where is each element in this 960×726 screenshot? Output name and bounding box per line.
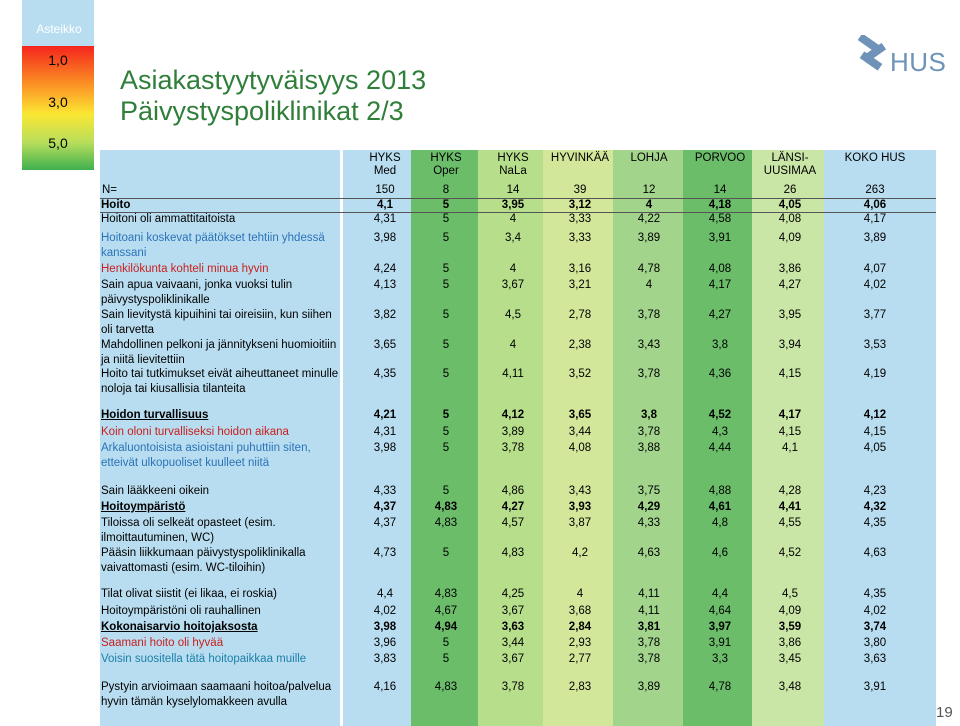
table-cell: 3,83	[373, 653, 397, 665]
table-cell: 5	[442, 426, 450, 438]
table-cell: 4,8	[712, 517, 728, 529]
table-cell: 4,73	[373, 547, 397, 559]
table-cell: 4,11	[638, 588, 660, 600]
table-cell: 5	[442, 309, 450, 321]
table-cell: 3,43	[637, 339, 661, 351]
table-cell: 3,74	[863, 621, 887, 633]
n-value: 8	[442, 184, 450, 196]
table-cell: 5	[442, 339, 450, 351]
table-cell: 3,67	[501, 653, 525, 665]
table-cell: 3,78	[637, 309, 661, 321]
table-cell: 4,23	[863, 485, 887, 497]
table-cell: 4,37	[373, 517, 397, 529]
table-cell: 4,27	[708, 309, 732, 321]
table-cell: 4,36	[708, 368, 732, 380]
table-cell: 4,21	[373, 409, 397, 421]
table-cell: 3,16	[568, 263, 592, 275]
table-cell: 4,6	[712, 547, 728, 559]
table-cell: 4,61	[708, 501, 732, 513]
title-line-1: Asiakastyytyväisyys 2013	[120, 65, 427, 95]
table-cell: 4,33	[637, 517, 661, 529]
table-cell: 3,12	[568, 199, 592, 211]
table-cell: 4,24	[373, 263, 397, 275]
n-value: 263	[865, 184, 885, 196]
table-cell: 2,78	[568, 309, 592, 321]
table-cell: 4	[509, 213, 517, 225]
table-cell: 4,52	[708, 409, 732, 421]
row-label: Tiloissa oli selkeät opasteet (esim. ilmoittautuminen, WC)	[101, 517, 276, 544]
table-cell: 4,83	[434, 681, 458, 693]
row-divider	[100, 198, 936, 199]
table-cell: 4,08	[778, 213, 802, 225]
table-cell: 5	[442, 213, 450, 225]
table-cell: 3,52	[568, 368, 592, 380]
column-header: KOKO HUS	[844, 152, 906, 164]
table-cell: 3,86	[778, 263, 802, 275]
table-cell: 3,48	[778, 681, 802, 693]
legend-value-high: 5,0	[48, 135, 68, 151]
table-cell: 3,45	[778, 653, 802, 665]
table-cell: 2,77	[568, 653, 592, 665]
table-cell: 4,17	[863, 213, 887, 225]
table-cell: 4,55	[778, 517, 802, 529]
table-cell: 3,91	[708, 637, 732, 649]
n-value: 14	[713, 184, 727, 196]
table-cell: 4,27	[501, 501, 525, 513]
table-cell: 4,15	[863, 426, 887, 438]
row-label: Voisin suositella tätä hoitopaikkaa muille	[101, 653, 307, 665]
table-cell: 3,53	[863, 339, 887, 351]
table-cell: 5	[442, 485, 450, 497]
table-cell: 3,4	[505, 232, 521, 244]
table-cell: 3,89	[863, 232, 887, 244]
table-cell: 3,95	[501, 199, 525, 211]
table-cell: 4,5	[505, 309, 521, 321]
table-cell: 4,09	[778, 605, 802, 617]
table-cell: 4,11	[502, 368, 524, 380]
table-cell: 4,35	[863, 517, 887, 529]
table-cell: 3,97	[708, 621, 732, 633]
table-cell: 3,8	[712, 339, 728, 351]
table-cell: 4,83	[501, 547, 525, 559]
table-cell: 2,83	[568, 681, 592, 693]
table-cell: 3,94	[778, 339, 802, 351]
table-cell: 4,3	[712, 426, 728, 438]
table-cell: 4,32	[863, 501, 887, 513]
table-cell: 3,59	[778, 621, 802, 633]
table-cell: 3,95	[778, 309, 802, 321]
table-cell: 3,44	[501, 637, 525, 649]
table-cell: 3,43	[568, 485, 592, 497]
table-cell: 3,86	[778, 637, 802, 649]
table-cell: 5	[442, 232, 450, 244]
table-cell: 5	[442, 409, 450, 421]
table-cell: 3,91	[863, 681, 887, 693]
table-cell: 5	[442, 653, 450, 665]
table-cell: 4,83	[434, 588, 458, 600]
hus-cross-icon	[856, 35, 890, 75]
page-number: 19	[936, 704, 953, 721]
table-cell: 4,06	[863, 199, 887, 211]
n-label: N=	[102, 184, 118, 196]
table-cell: 4,37	[373, 501, 397, 513]
table-cell: 4,63	[637, 547, 661, 559]
row-label: Henkilökunta kohteli minua hyvin	[101, 263, 269, 275]
table-cell: 3,96	[373, 637, 397, 649]
title-line-2: Päivystyspoliklinikat 2/3	[120, 96, 404, 126]
table-cell: 4,86	[501, 485, 525, 497]
table-cell: 4,29	[637, 501, 661, 513]
table-cell: 4,33	[373, 485, 397, 497]
row-label: Mahdollinen pelkoni ja jännitykseni huomioitiin ja niitä lievitettiin	[101, 339, 337, 366]
legend-value-low: 1,0	[48, 52, 68, 68]
row-label: Hoitoani koskevat päätökset tehtiin yhdessä kanssani	[101, 232, 325, 259]
table-cell: 3,81	[637, 621, 661, 633]
table-cell: 4,63	[863, 547, 887, 559]
row-label: Hoidon turvallisuus	[101, 409, 209, 421]
table-cell: 3,63	[863, 653, 887, 665]
n-value: 12	[642, 184, 656, 196]
table-cell: 3,78	[637, 426, 661, 438]
table-cell: 4,2	[572, 547, 588, 559]
table-cell: 3,67	[501, 605, 525, 617]
table-cell: 4,83	[434, 501, 458, 513]
row-label: Hoitoympäristöni oli rauhallinen	[101, 605, 261, 617]
table-cell: 4,57	[501, 517, 525, 529]
table-cell: 4,31	[373, 426, 397, 438]
table-cell: 3,63	[501, 621, 525, 633]
legend-value-mid: 3,0	[48, 94, 68, 110]
table-cell: 2,93	[568, 637, 592, 649]
row-label: Tilat olivat siistit (ei likaa, ei roskia)	[101, 588, 277, 600]
row-label: Pääsin liikkumaan päivystyspoliklinikalla vaivattomasti (esim. WC-tiloihin)	[101, 547, 306, 574]
table-cell: 4,09	[778, 232, 802, 244]
table-cell: 3,68	[568, 605, 592, 617]
table-cell: 3,78	[637, 368, 661, 380]
n-value: 26	[783, 184, 797, 196]
table-cell: 4,64	[708, 605, 732, 617]
legend-title: Asteikko	[36, 22, 82, 36]
table-cell: 3,77	[863, 309, 887, 321]
table-cell: 4,08	[708, 263, 732, 275]
table-cell: 4,28	[778, 485, 802, 497]
table-cell: 4,16	[373, 681, 397, 693]
table-cell: 4,17	[778, 409, 802, 421]
table-cell: 4,05	[778, 199, 802, 211]
column-header: LOHJA	[630, 152, 668, 164]
row-label: Pystyin arvioimaan saamaani hoitoa/palvelua hyvin tämän kyselylomakkeen avulla	[101, 681, 332, 708]
table-cell: 4,19	[863, 368, 887, 380]
table-cell: 4,27	[778, 279, 802, 291]
table-cell: 4,4	[712, 588, 728, 600]
table-cell: 5	[442, 279, 450, 291]
table-cell: 3,78	[501, 681, 525, 693]
table-cell: 4,15	[778, 368, 802, 380]
table-cell: 4,35	[863, 588, 887, 600]
table-cell: 3,78	[501, 442, 525, 454]
table-cell: 3,75	[637, 485, 661, 497]
n-value: 14	[506, 184, 520, 196]
table-cell: 3,78	[637, 637, 661, 649]
row-divider	[100, 212, 936, 213]
table-cell: 4,5	[782, 588, 798, 600]
table-cell: 3,89	[637, 232, 661, 244]
row-label: Hoito	[101, 199, 131, 211]
table-cell: 3,89	[637, 681, 661, 693]
column-header: HYKS Med	[369, 152, 401, 177]
table-cell: 5	[442, 442, 450, 454]
table-cell: 3,65	[373, 339, 397, 351]
table-cell: 4,4	[377, 588, 393, 600]
scale-legend	[22, 0, 94, 170]
table-cell: 4,1	[377, 199, 393, 211]
table-cell: 3,3	[712, 653, 728, 665]
table-cell: 4,07	[863, 263, 887, 275]
column-header: PORVOO	[694, 152, 746, 164]
table-cell: 4,78	[708, 681, 732, 693]
row-label: Hoitoni oli ammattitaitoista	[101, 213, 236, 225]
table-cell: 4	[576, 588, 584, 600]
n-value: 150	[375, 184, 395, 196]
table-cell: 3,98	[373, 232, 397, 244]
slide-title	[120, 65, 426, 127]
row-label: Saamani hoito oli hyvää	[101, 637, 224, 649]
table-cell: 5	[442, 637, 450, 649]
table-cell: 4	[645, 199, 653, 211]
table-cell: 4	[509, 263, 517, 275]
table-cell: 3,44	[568, 426, 592, 438]
table-cell: 4,88	[708, 485, 732, 497]
table-cell: 4	[645, 279, 653, 291]
table-cell: 4,08	[568, 442, 592, 454]
table-cell: 4,44	[708, 442, 732, 454]
table-cell: 3,88	[637, 442, 661, 454]
logo-text: HUS	[890, 47, 947, 77]
table-cell: 3,33	[568, 232, 592, 244]
table-cell: 4,52	[778, 547, 802, 559]
table-cell: 3,67	[501, 279, 525, 291]
table-cell: 4,02	[863, 605, 887, 617]
table-cell: 4,12	[501, 409, 525, 421]
row-label: Hoitoympäristö	[101, 501, 186, 513]
table-cell: 4,25	[501, 588, 525, 600]
table-cell: 2,84	[568, 621, 592, 633]
table-cell: 4,41	[778, 501, 802, 513]
column-header: HYKS Oper	[430, 152, 462, 177]
row-label: Arkaluontoisista asioistani puhuttiin siten, etteivät ulkopuoliset kuulleet niitä	[101, 442, 311, 469]
table-cell: 3,93	[568, 501, 592, 513]
table-cell: 4	[509, 339, 517, 351]
table-cell: 5	[442, 547, 450, 559]
table-cell: 3,8	[641, 409, 657, 421]
row-label: Sain apua vaivaani, jonka vuoksi tulin päivystyspoliklinikalle	[101, 279, 293, 306]
table-cell: 3,80	[863, 637, 887, 649]
table-cell: 2,38	[568, 339, 592, 351]
table-cell: 4,02	[373, 605, 397, 617]
table-cell: 4,67	[434, 605, 458, 617]
table-cell: 4,58	[708, 213, 732, 225]
column-header: LÄNSI- UUSIMAA	[763, 152, 817, 177]
table-cell: 4,83	[434, 517, 458, 529]
table-cell: 4,35	[373, 368, 397, 380]
table-cell: 4,78	[637, 263, 661, 275]
table-cell: 3,87	[568, 517, 592, 529]
n-value: 39	[573, 184, 587, 196]
table-cell: 4,02	[863, 279, 887, 291]
row-label: Koin oloni turvalliseksi hoidon aikana	[101, 426, 289, 438]
table-cell: 3,82	[373, 309, 397, 321]
table-cell: 3,33	[568, 213, 592, 225]
table-cell: 3,89	[501, 426, 525, 438]
table-cell: 3,65	[568, 409, 592, 421]
table-cell: 4,13	[373, 279, 397, 291]
table-cell: 5	[442, 199, 450, 211]
column-header: HYKS NaLa	[497, 152, 529, 177]
row-label: Kokonaisarvio hoitojaksosta	[101, 621, 258, 633]
table-cell: 4,15	[778, 426, 802, 438]
table-cell: 3,21	[568, 279, 592, 291]
table-cell: 4,31	[373, 213, 397, 225]
table-cell: 4,11	[638, 605, 660, 617]
column-header: HYVINKÄÄ	[550, 152, 610, 164]
table-cell: 3,78	[637, 653, 661, 665]
table-cell: 4,94	[434, 621, 458, 633]
table-cell: 3,98	[373, 621, 397, 633]
row-label: Sain lievitystä kipuihini tai oireisiin, kun siihen oli tarvetta	[101, 309, 332, 336]
table-cell: 4,12	[863, 409, 887, 421]
hus-logo	[856, 35, 952, 79]
table-cell: 5	[442, 263, 450, 275]
row-label: Sain lääkkeeni oikein	[101, 485, 210, 497]
table-cell: 3,91	[708, 232, 732, 244]
table-cell: 4,17	[708, 279, 732, 291]
table-cell: 4,05	[863, 442, 887, 454]
table-cell: 3,98	[373, 442, 397, 454]
table-cell: 4,18	[708, 199, 732, 211]
table-cell: 4,1	[782, 442, 798, 454]
table-cell: 5	[442, 368, 450, 380]
table-cell: 4,22	[637, 213, 661, 225]
row-label: Hoito tai tutkimukset eivät aiheuttaneet minulle noloja tai kiusallisia tilanteita	[101, 368, 339, 395]
